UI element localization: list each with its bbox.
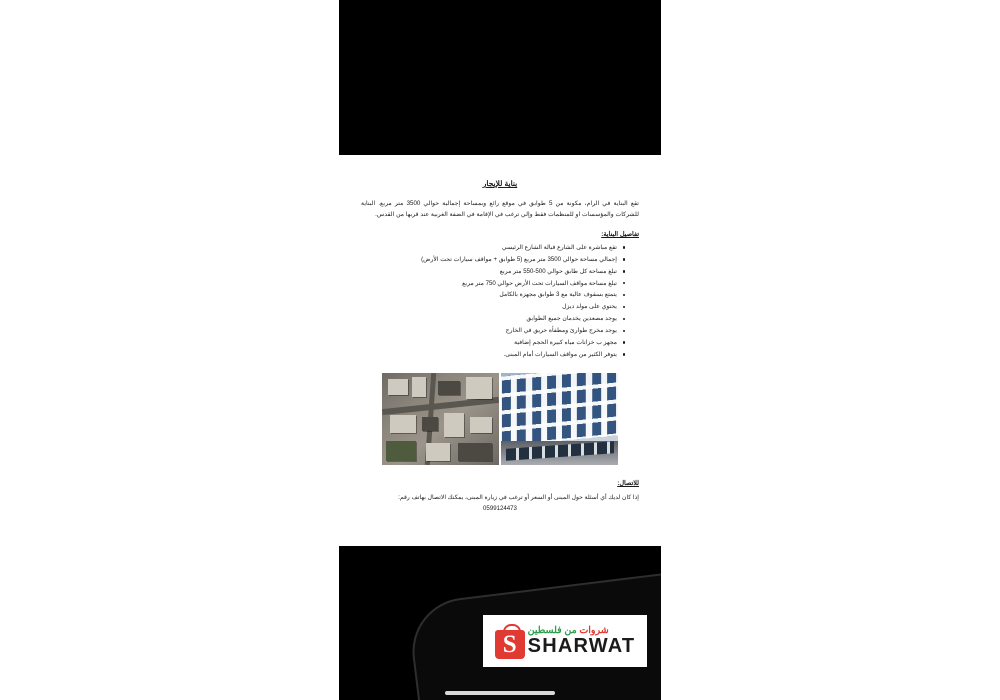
building-facade-photo <box>501 373 618 465</box>
aerial-building <box>388 379 408 395</box>
contact-heading: للاتصال: <box>617 479 639 487</box>
list-item: تبلغ مساحة مواقف السيارات تحت الأرض حوالي 750 متر مربع <box>361 278 625 290</box>
bag-letter: S <box>502 631 517 658</box>
aerial-building <box>458 443 492 461</box>
aerial-building <box>444 413 464 437</box>
facade-floor-lines <box>501 373 618 447</box>
home-indicator <box>445 691 555 695</box>
aerial-building <box>470 417 492 433</box>
logo-english-name: SHARWAT <box>527 635 636 658</box>
details-list <box>361 242 639 361</box>
aerial-vegetation <box>386 441 416 461</box>
list-item: تبلغ مساحة كل طابق حوالي 500-550 متر مربع <box>361 266 625 278</box>
list-item: تقع مباشرة على الشارع قبالة الشارع الرئيسي <box>361 242 625 254</box>
contact-phone[interactable]: 0599124473 <box>483 505 517 513</box>
logo-arabic-name <box>528 626 609 636</box>
aerial-building <box>412 377 426 397</box>
list-item: إجمالي مساحة حوالي 3500 متر مربع (5 طوابق + مواقف سيارات تحت الأرض) <box>361 254 625 266</box>
sharwat-logo <box>483 615 647 667</box>
list-item: يحتوي على مولد ديزل <box>361 301 625 313</box>
list-item: يوجد مخرج طوارئ ومطفأة حريق في الخارج <box>361 325 625 337</box>
document-intro-paragraph: تقع البناية في الرام، مكونة من 5 طوابق في موقع رائع وبمساحة إجمالية حوالي 3500 متر مربع. البناية للشركات والمؤسسات او للمنظمات فقط وإلي ترغب في الإقامة في الضفة الغربية عند قربها من القدس. <box>361 200 639 219</box>
logo-arabic-part-1: شروات <box>579 624 609 636</box>
list-item: يتوفر الكثير من مواقف السيارات أمام المبنى. <box>361 349 625 361</box>
aerial-building <box>390 415 416 433</box>
logo-inner <box>491 623 640 659</box>
shopping-bag-icon <box>495 623 525 659</box>
contact-text: إذا كان لديك أي أسئلة حول المبنى أو السعر أو ترغب في زيارة المبنى، يمكنك الاتصال بهاتف رقم: <box>398 493 639 501</box>
list-item: مجهز ب خزانات مياه كبيرة الحجم إضافية <box>361 337 625 349</box>
details-heading: تفاصيل البناية: <box>601 230 639 238</box>
list-item: يوجد مصعدين يخدمان جميع الطوابق <box>361 313 625 325</box>
document-page <box>339 155 661 546</box>
document-title: بناية للإيجار <box>482 179 518 188</box>
aerial-building <box>426 443 450 461</box>
aerial-satellite-photo <box>382 373 499 465</box>
aerial-building <box>438 381 460 395</box>
logo-text <box>528 626 636 657</box>
aerial-building <box>422 417 438 431</box>
list-item: يتمتع بسقوف عالية مع 3 طوابق مجهزة بالكامل <box>361 289 625 301</box>
bottom-overlay-area <box>339 546 661 700</box>
aerial-building <box>466 377 492 399</box>
document-images <box>361 373 639 465</box>
logo-arabic-part-2: من فلسطين <box>527 624 577 636</box>
aerial-road <box>382 397 499 415</box>
